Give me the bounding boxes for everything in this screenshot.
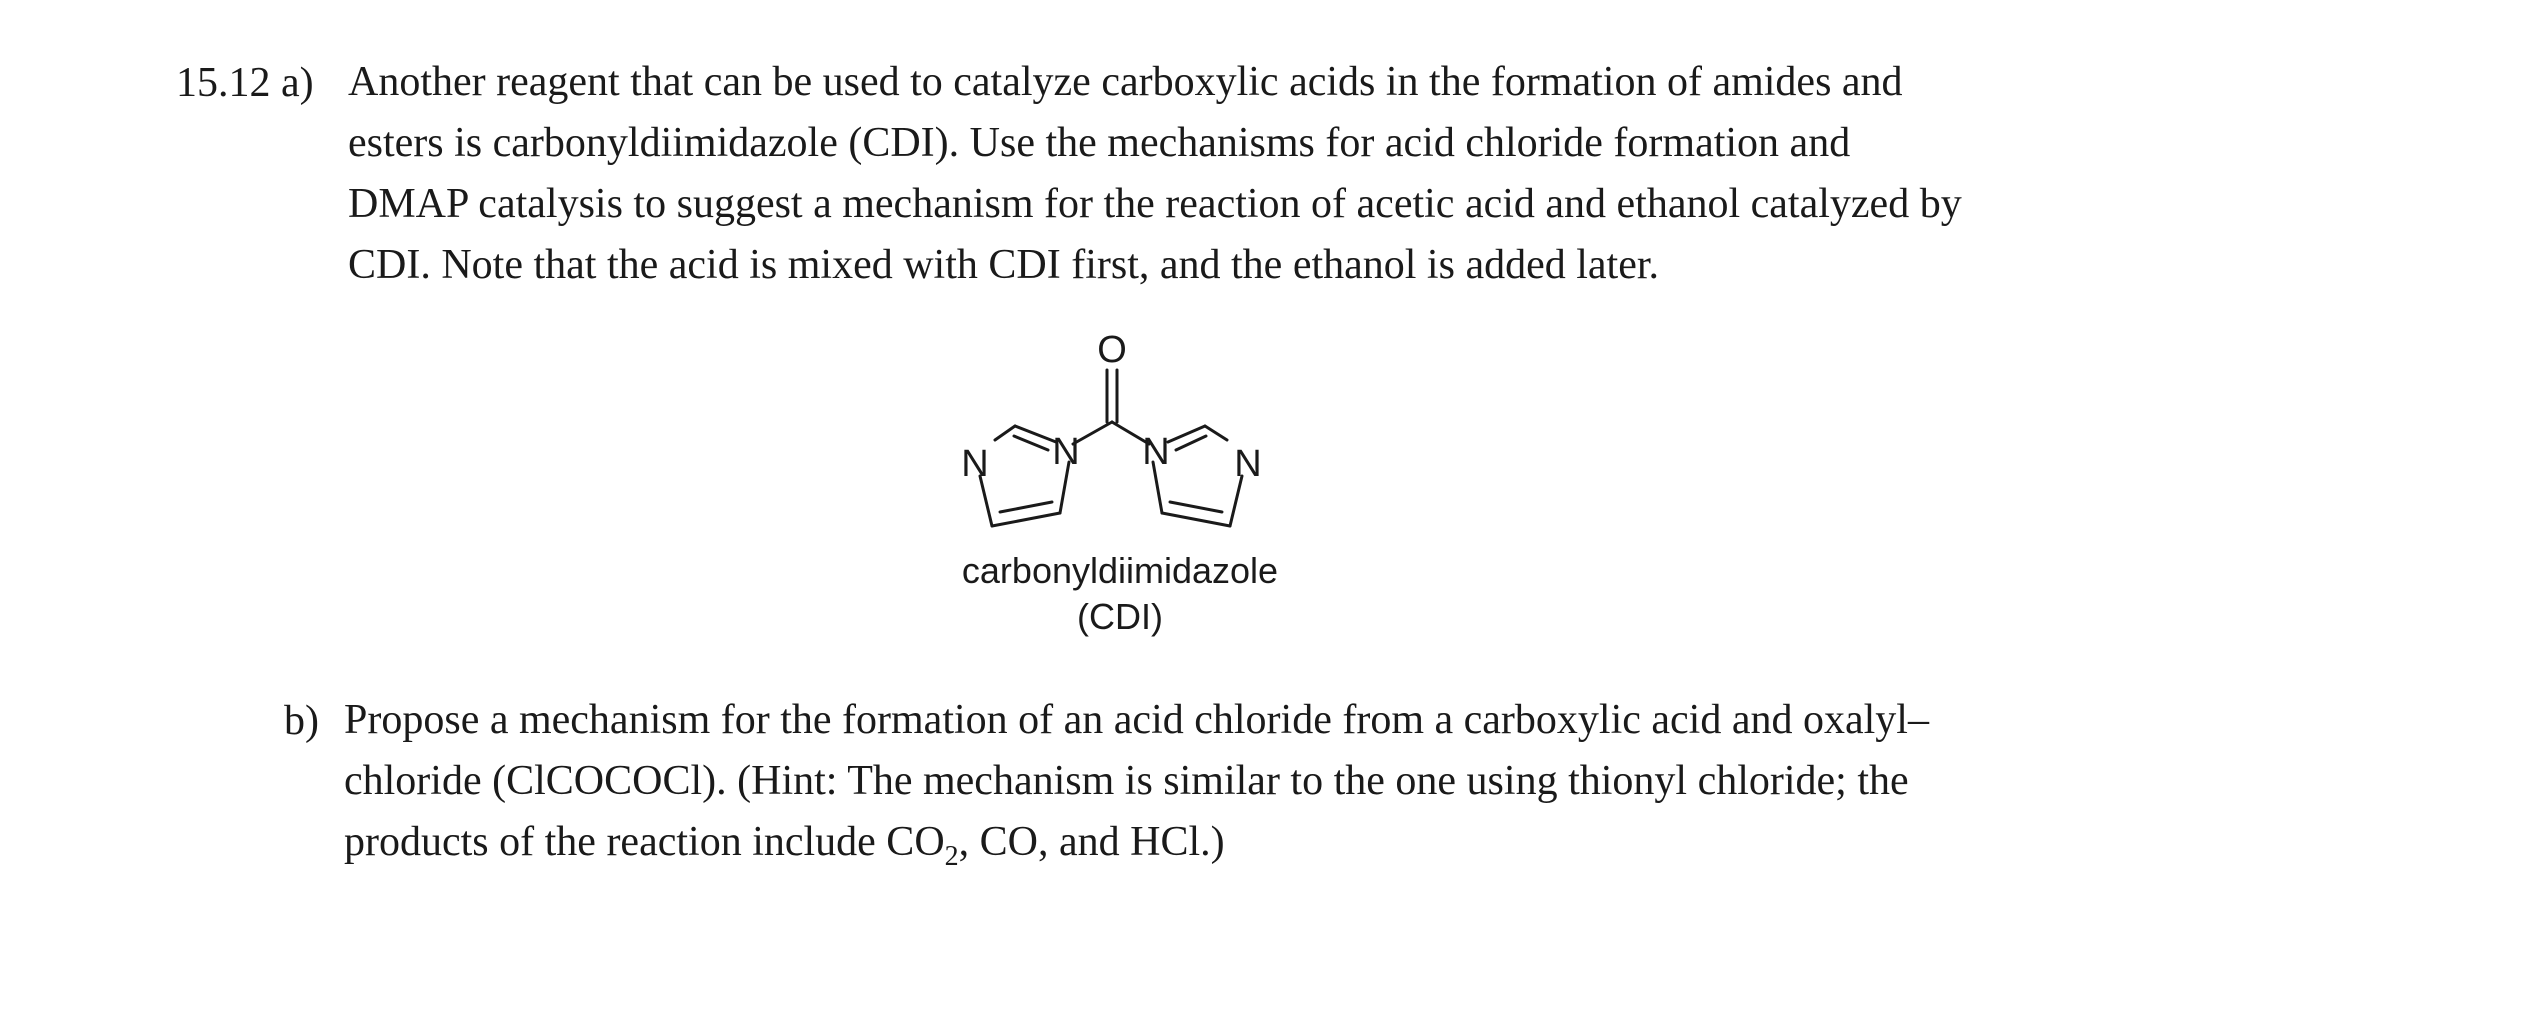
right-ring-bond-5: [1205, 426, 1227, 440]
part-a-text: [348, 52, 2108, 296]
left-ring-bond-3: [992, 513, 1060, 526]
nitrogen-right-inner: N: [1142, 431, 1170, 473]
problem-number: 15.12 a): [176, 60, 314, 106]
part-a-line-1: Another reagent that can be used to catalyze carboxylic acids in the formation of amides and: [348, 59, 1903, 105]
part-b-line-3-end: , CO, and HCl.): [958, 819, 1225, 865]
part-b-text: [344, 690, 2144, 873]
cdi-structure-diagram: [930, 330, 1330, 550]
nitrogen-right-outer: N: [1234, 443, 1262, 485]
oxygen-atom: O: [1097, 330, 1127, 371]
nitrogen-left-inner: N: [1052, 431, 1080, 473]
part-b-line-1: Propose a mechanism for the formation of an acid chloride from a carboxylic acid and oxalyl–: [344, 697, 1929, 743]
co2-subscript: 2: [944, 841, 959, 872]
right-ring-bond-3: [1162, 513, 1230, 526]
caption-abbreviation: (CDI): [1077, 596, 1163, 637]
nitrogen-left-outer: N: [961, 443, 989, 485]
part-b-line-2: chloride (ClCOCOCl). (Hint: The mechanism is similar to the one using thionyl chloride; the: [344, 758, 1909, 804]
caption-compound-name: carbonyldiimidazole: [961, 550, 1279, 591]
part-b-line-3-start: products of the reaction include CO: [344, 819, 945, 865]
left-ring-bond-5: [995, 426, 1015, 440]
figure-caption: [880, 548, 1360, 640]
part-a-line-3: DMAP catalysis to suggest a mechanism for the reaction of acetic acid and ethanol catalyzed by: [348, 181, 1962, 227]
part-a-line-2: esters is carbonyldiimidazole (CDI). Use the mechanisms for acid chloride formation and: [348, 120, 1851, 166]
part-a-line-4: CDI. Note that the acid is mixed with CDI first, and the ethanol is added later.: [348, 242, 1660, 288]
part-b-label: b): [284, 698, 319, 744]
part-b-line-3: [344, 812, 2144, 873]
left-ring-bond-3-double: [1000, 502, 1052, 512]
right-ring-bond-3-double: [1170, 502, 1222, 512]
